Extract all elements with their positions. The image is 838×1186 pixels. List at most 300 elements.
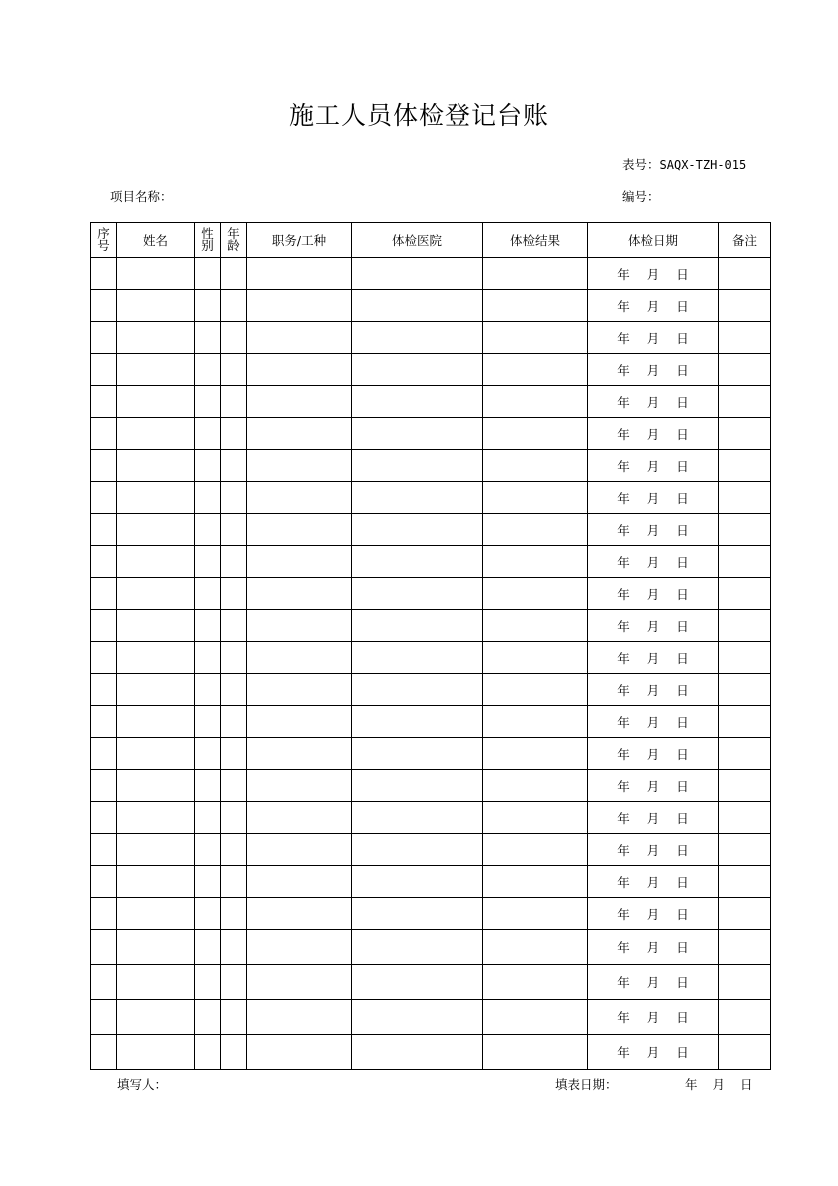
date-month-mark: 月 [646,554,660,570]
date-cell[interactable] [588,866,719,898]
date-day-mark: 日 [676,522,689,538]
date-month-mark: 月 [646,842,660,858]
remark-cell[interactable] [719,610,771,642]
seq-cell[interactable] [91,1035,117,1070]
date-cell[interactable] [588,738,719,770]
result-cell[interactable] [483,834,588,866]
gender-cell[interactable] [195,674,221,706]
table-row [91,482,771,514]
name-cell[interactable] [117,514,195,546]
result-cell[interactable] [483,482,588,514]
document-title: 施工人员体检登记台账 [288,101,549,130]
table-row [91,965,771,1000]
date-year-mark: 年 [617,426,630,442]
gender-cell[interactable] [195,1035,221,1070]
hospital-cell[interactable] [352,674,483,706]
date-year-mark: 年 [617,266,630,282]
result-cell[interactable] [483,866,588,898]
name-cell[interactable] [117,450,195,482]
date-cell[interactable] [588,322,719,354]
date-year-mark: 年 [617,714,630,730]
gender-cell[interactable] [195,770,221,802]
date-cell[interactable] [588,642,719,674]
name-cell[interactable] [117,965,195,1000]
result-cell[interactable] [483,610,588,642]
seq-cell[interactable] [91,642,117,674]
gender-cell[interactable] [195,514,221,546]
remark-cell[interactable] [719,418,771,450]
hospital-cell[interactable] [352,1000,483,1035]
hospital-cell[interactable] [352,322,483,354]
job-cell[interactable] [247,738,352,770]
result-cell[interactable] [483,290,588,322]
date-year-mark: 年 [617,778,630,794]
serial-number-label: 编号： [622,189,660,204]
age-cell[interactable] [221,450,247,482]
remark-cell[interactable] [719,770,771,802]
seq-cell[interactable] [91,322,117,354]
table-row [91,354,771,386]
date-cell[interactable] [588,482,719,514]
name-cell[interactable] [117,546,195,578]
seq-cell[interactable] [91,738,117,770]
seq-cell[interactable] [91,386,117,418]
remark-cell[interactable] [719,642,771,674]
result-cell[interactable] [483,642,588,674]
hospital-cell[interactable] [352,386,483,418]
table-row [91,866,771,898]
name-cell[interactable] [117,738,195,770]
name-cell[interactable] [117,674,195,706]
date-day-mark: 日 [676,1010,689,1025]
hospital-cell[interactable] [352,482,483,514]
result-cell[interactable] [483,418,588,450]
seq-cell[interactable] [91,258,117,290]
result-cell[interactable] [483,514,588,546]
remark-cell[interactable] [719,1035,771,1070]
age-cell[interactable] [221,770,247,802]
date-year-mark: 年 [617,906,630,922]
result-cell[interactable] [483,898,588,930]
job-cell[interactable] [247,1000,352,1035]
name-cell[interactable] [117,866,195,898]
date-month-mark: 月 [646,522,660,538]
remark-cell[interactable] [719,834,771,866]
gender-cell[interactable] [195,898,221,930]
date-day-mark: 日 [676,490,689,506]
hospital-cell[interactable] [352,642,483,674]
age-cell[interactable] [221,674,247,706]
date-day-mark: 日 [676,266,689,282]
job-cell[interactable] [247,642,352,674]
date-year-mark: 年 [617,394,630,410]
result-cell[interactable] [483,450,588,482]
remark-cell[interactable] [719,1000,771,1035]
job-cell[interactable] [247,450,352,482]
date-day-mark: 日 [676,975,689,990]
age-cell[interactable] [221,642,247,674]
seq-cell[interactable] [91,898,117,930]
hospital-cell[interactable] [352,965,483,1000]
remark-cell[interactable] [719,322,771,354]
name-cell[interactable] [117,418,195,450]
remark-cell[interactable] [719,930,771,965]
seq-cell[interactable] [91,610,117,642]
header-job: 职务/工种 [247,223,352,258]
job-cell[interactable] [247,418,352,450]
date-cell[interactable] [588,930,719,965]
hospital-cell[interactable] [352,770,483,802]
gender-cell[interactable] [195,866,221,898]
job-cell[interactable] [247,258,352,290]
header-name: 姓名 [117,223,195,258]
result-cell[interactable] [483,578,588,610]
remark-cell[interactable] [719,674,771,706]
date-month-mark: 月 [646,490,660,506]
remark-cell[interactable] [719,290,771,322]
age-cell[interactable] [221,898,247,930]
gender-cell[interactable] [195,1000,221,1035]
job-cell[interactable] [247,866,352,898]
gender-cell[interactable] [195,738,221,770]
gender-cell[interactable] [195,834,221,866]
date-year-mark: 年 [617,975,630,990]
gender-cell[interactable] [195,642,221,674]
result-cell[interactable] [483,258,588,290]
job-cell[interactable] [247,1035,352,1070]
date-month-mark: 月 [646,746,660,762]
date-cell[interactable] [588,1000,719,1035]
date-day-mark: 日 [676,618,689,634]
date-cell[interactable] [588,802,719,834]
header-hospital: 体检医院 [352,223,483,258]
seq-cell[interactable] [91,930,117,965]
table-row [91,450,771,482]
seq-cell[interactable] [91,354,117,386]
gender-cell[interactable] [195,322,221,354]
table-row [91,770,771,802]
remark-cell[interactable] [719,386,771,418]
seq-cell[interactable] [91,834,117,866]
remark-cell[interactable] [719,514,771,546]
result-cell[interactable] [483,930,588,965]
name-cell[interactable] [117,322,195,354]
name-cell[interactable] [117,258,195,290]
date-month-mark: 月 [646,330,660,346]
date-cell[interactable] [588,770,719,802]
name-cell[interactable] [117,354,195,386]
date-cell[interactable] [588,834,719,866]
date-day-mark: 日 [676,394,689,410]
date-year-mark: 年 [617,362,630,378]
gender-cell[interactable] [195,546,221,578]
job-cell[interactable] [247,834,352,866]
age-cell[interactable] [221,610,247,642]
name-cell[interactable] [117,1035,195,1070]
table-row [91,290,771,322]
hospital-cell[interactable] [352,802,483,834]
date-cell[interactable] [588,610,719,642]
result-cell[interactable] [483,354,588,386]
table-row [91,674,771,706]
age-cell[interactable] [221,802,247,834]
date-day-mark: 日 [676,362,689,378]
date-day-mark: 日 [676,940,689,955]
date-day-mark: 日 [676,714,689,730]
date-month-mark: 月 [646,266,660,282]
result-cell[interactable] [483,965,588,1000]
date-cell[interactable] [588,354,719,386]
table-row [91,514,771,546]
job-cell[interactable] [247,674,352,706]
name-cell[interactable] [117,642,195,674]
age-cell[interactable] [221,738,247,770]
hospital-cell[interactable] [352,1035,483,1070]
age-cell[interactable] [221,965,247,1000]
job-cell[interactable] [247,386,352,418]
age-cell[interactable] [221,482,247,514]
seq-cell[interactable] [91,450,117,482]
remark-cell[interactable] [719,578,771,610]
result-cell[interactable] [483,322,588,354]
seq-cell[interactable] [91,802,117,834]
result-cell[interactable] [483,546,588,578]
date-cell[interactable] [588,706,719,738]
remark-cell[interactable] [719,866,771,898]
gender-cell[interactable] [195,418,221,450]
result-cell[interactable] [483,386,588,418]
date-day-mark: 日 [676,650,689,666]
table-row [91,802,771,834]
date-month-mark: 月 [646,650,660,666]
age-cell[interactable] [221,322,247,354]
date-year-mark: 年 [617,1045,630,1060]
name-cell[interactable] [117,290,195,322]
date-cell[interactable] [588,290,719,322]
date-cell[interactable] [588,514,719,546]
hospital-cell[interactable] [352,418,483,450]
header-gender: 性 别 [195,223,221,258]
fill-date-month: 月 [712,1077,726,1092]
age-cell[interactable] [221,834,247,866]
date-cell[interactable] [588,258,719,290]
table-row [91,930,771,965]
result-cell[interactable] [483,1000,588,1035]
result-cell[interactable] [483,738,588,770]
job-cell[interactable] [247,578,352,610]
date-month-mark: 月 [646,906,660,922]
gender-cell[interactable] [195,258,221,290]
job-cell[interactable] [247,706,352,738]
name-cell[interactable] [117,802,195,834]
seq-cell[interactable] [91,866,117,898]
remark-cell[interactable] [719,706,771,738]
remark-cell[interactable] [719,450,771,482]
remark-cell[interactable] [719,738,771,770]
table-row [91,898,771,930]
remark-cell[interactable] [719,258,771,290]
result-cell[interactable] [483,770,588,802]
job-cell[interactable] [247,354,352,386]
result-cell[interactable] [483,802,588,834]
table-row [91,322,771,354]
hospital-cell[interactable] [352,706,483,738]
date-month-mark: 月 [646,778,660,794]
gender-cell[interactable] [195,965,221,1000]
seq-cell[interactable] [91,578,117,610]
hospital-cell[interactable] [352,834,483,866]
result-cell[interactable] [483,674,588,706]
hospital-cell[interactable] [352,354,483,386]
hospital-cell[interactable] [352,738,483,770]
hospital-cell[interactable] [352,258,483,290]
gender-cell[interactable] [195,290,221,322]
date-year-mark: 年 [617,298,630,314]
hospital-cell[interactable] [352,546,483,578]
name-cell[interactable] [117,706,195,738]
age-cell[interactable] [221,1035,247,1070]
gender-cell[interactable] [195,802,221,834]
age-cell[interactable] [221,930,247,965]
hospital-cell[interactable] [352,898,483,930]
job-cell[interactable] [247,965,352,1000]
job-cell[interactable] [247,930,352,965]
fill-date-value [685,1077,753,1093]
date-month-mark: 月 [646,426,660,442]
date-day-mark: 日 [676,906,689,922]
gender-cell[interactable] [195,610,221,642]
date-cell[interactable] [588,674,719,706]
date-cell[interactable] [588,386,719,418]
seq-cell[interactable] [91,674,117,706]
hospital-cell[interactable] [352,450,483,482]
date-day-mark: 日 [676,842,689,858]
job-cell[interactable] [247,290,352,322]
seq-cell[interactable] [91,965,117,1000]
gender-cell[interactable] [195,930,221,965]
job-cell[interactable] [247,322,352,354]
date-cell[interactable] [588,418,719,450]
hospital-cell[interactable] [352,290,483,322]
gender-cell[interactable] [195,354,221,386]
date-month-mark: 月 [646,362,660,378]
age-cell[interactable] [221,354,247,386]
age-cell[interactable] [221,866,247,898]
remark-cell[interactable] [719,354,771,386]
result-cell[interactable] [483,706,588,738]
age-cell[interactable] [221,706,247,738]
date-cell[interactable] [588,578,719,610]
job-cell[interactable] [247,898,352,930]
date-day-mark: 日 [676,1045,689,1060]
table-row [91,738,771,770]
job-cell[interactable] [247,514,352,546]
hospital-cell[interactable] [352,514,483,546]
date-year-mark: 年 [617,618,630,634]
name-cell[interactable] [117,386,195,418]
date-year-mark: 年 [617,458,630,474]
name-cell[interactable] [117,898,195,930]
seq-cell[interactable] [91,706,117,738]
date-cell[interactable] [588,898,719,930]
date-month-mark: 月 [646,1010,660,1025]
remark-cell[interactable] [719,965,771,1000]
gender-cell[interactable] [195,386,221,418]
remark-cell[interactable] [719,898,771,930]
seq-cell[interactable] [91,418,117,450]
remark-cell[interactable] [719,546,771,578]
gender-cell[interactable] [195,578,221,610]
seq-cell[interactable] [91,290,117,322]
seq-cell[interactable] [91,514,117,546]
age-cell[interactable] [221,546,247,578]
seq-cell[interactable] [91,1000,117,1035]
seq-cell[interactable] [91,770,117,802]
hospital-cell[interactable] [352,610,483,642]
name-cell[interactable] [117,770,195,802]
table-row [91,706,771,738]
header-seq: 序 号 [91,223,117,258]
date-month-mark: 月 [646,810,660,826]
hospital-cell[interactable] [352,930,483,965]
age-cell[interactable] [221,514,247,546]
name-cell[interactable] [117,482,195,514]
age-cell[interactable] [221,418,247,450]
remark-cell[interactable] [719,802,771,834]
date-cell[interactable] [588,450,719,482]
date-cell[interactable] [588,1035,719,1070]
seq-cell[interactable] [91,482,117,514]
date-day-mark: 日 [676,586,689,602]
job-cell[interactable] [247,770,352,802]
job-cell[interactable] [247,482,352,514]
table-row [91,610,771,642]
date-year-mark: 年 [617,842,630,858]
name-cell[interactable] [117,610,195,642]
job-cell[interactable] [247,802,352,834]
job-cell[interactable] [247,546,352,578]
hospital-cell[interactable] [352,578,483,610]
date-day-mark: 日 [676,874,689,890]
age-cell[interactable] [221,258,247,290]
date-year-mark: 年 [617,810,630,826]
fill-date-label: 填表日期： [555,1077,618,1092]
age-cell[interactable] [221,1000,247,1035]
result-cell[interactable] [483,1035,588,1070]
date-month-mark: 月 [646,618,660,634]
name-cell[interactable] [117,578,195,610]
age-cell[interactable] [221,386,247,418]
date-month-mark: 月 [646,1045,660,1060]
form-number-label: 表号： [622,157,660,172]
age-cell[interactable] [221,290,247,322]
name-cell[interactable] [117,834,195,866]
seq-cell[interactable] [91,546,117,578]
name-cell[interactable] [117,930,195,965]
name-cell[interactable] [117,1000,195,1035]
date-cell[interactable] [588,965,719,1000]
age-cell[interactable] [221,578,247,610]
date-cell[interactable] [588,546,719,578]
table-header-row [91,223,771,258]
hospital-cell[interactable] [352,866,483,898]
date-year-mark: 年 [617,586,630,602]
gender-cell[interactable] [195,706,221,738]
remark-cell[interactable] [719,482,771,514]
job-cell[interactable] [247,610,352,642]
gender-cell[interactable] [195,482,221,514]
gender-cell[interactable] [195,450,221,482]
